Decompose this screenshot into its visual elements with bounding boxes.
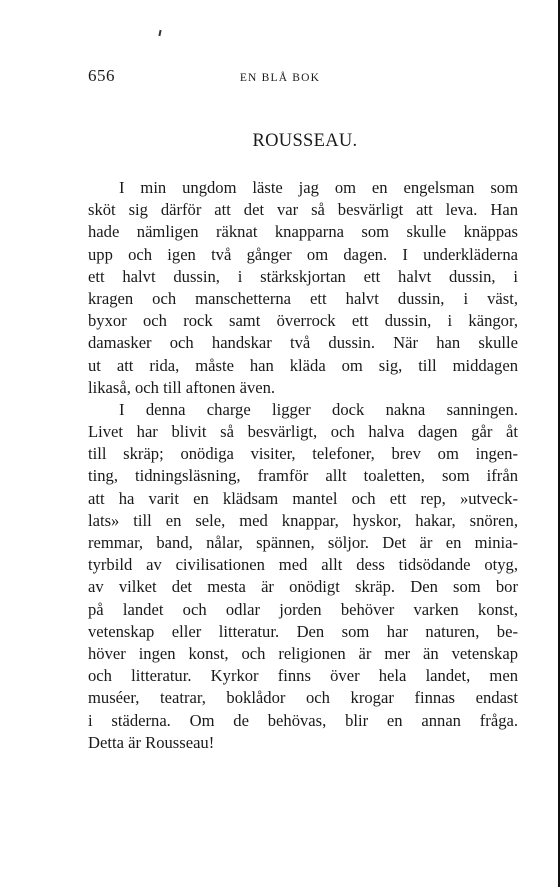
text-line: Detta är Rousseau! <box>88 732 215 752</box>
text-line: muséer, teatrar, boklådor och krogar finnas endast <box>88 688 518 708</box>
text-line: ett halvt dussin, i stärkskjortan ett halvt dussin, i <box>88 266 518 286</box>
text-line: och litteratur. Kyrkor finns över hela landet, men <box>88 666 518 686</box>
text-line: i städerna. Om de behövas, blir en annan fråga. <box>88 710 518 730</box>
text-line: lats» till en sele, med knappar, hyskor, hakar, snören, <box>88 510 518 530</box>
text-line: hade nämligen räknat knapparna som skulle knäppas <box>88 222 518 242</box>
text-line: ting, tidningsläsning, framför allt toaletten, som ifrån <box>88 466 518 486</box>
ink-speck <box>158 30 161 36</box>
text-line: I min ungdom läste jag om en engelsman som <box>119 178 518 197</box>
text-line: Livet har blivit så besvärligt, och halva dagen går åt <box>88 422 518 442</box>
running-head: EN BLÅ BOK <box>239 72 321 84</box>
text-line: damasker och handskar två dussin. När han skulle <box>88 333 518 353</box>
text-line: likaså, och till aftonen även. <box>88 377 276 397</box>
body-text <box>88 177 518 754</box>
text-line: att ha varit en klädsam mantel och ett rep, »utveck- <box>88 488 518 508</box>
paragraph <box>88 399 518 754</box>
text-line: av vilket det mesta är onödigt skräp. Den som bor <box>88 577 518 597</box>
paragraph <box>88 177 518 399</box>
text-line: ut att rida, måste han kläda om sig, till middagen <box>88 355 518 375</box>
text-line: remmar, band, nålar, spännen, söljor. Det är en minia- <box>88 533 518 552</box>
text-line: på landet och odlar jorden behöver varken konst, <box>88 599 518 619</box>
text-line: kragen och manschetterna ett halvt dussin, i väst, <box>88 288 518 308</box>
text-line: upp och igen två gånger om dagen. I underkläderna <box>88 244 518 264</box>
text-line: vetenskap eller litteratur. Den som har naturen, be- <box>88 621 518 641</box>
text-line: I denna charge ligger dock nakna sanningen. <box>119 399 518 419</box>
text-line: tyrbild av civilisationen med allt dess tidsödande otyg, <box>88 555 518 575</box>
chapter-title: ROUSSEAU. <box>252 131 358 151</box>
text-line: sköt sig därför att det var så besvärligt att leva. Han <box>88 200 518 220</box>
text-line: höver ingen konst, och religionen är mer än vetenskap <box>88 643 518 663</box>
page-number: 656 <box>88 66 115 85</box>
text-line: till skräp; onödiga visiter, telefoner, brev om ingen- <box>88 444 518 464</box>
text-line: byxor och rock samt överrock ett dussin, i kängor, <box>88 311 518 331</box>
